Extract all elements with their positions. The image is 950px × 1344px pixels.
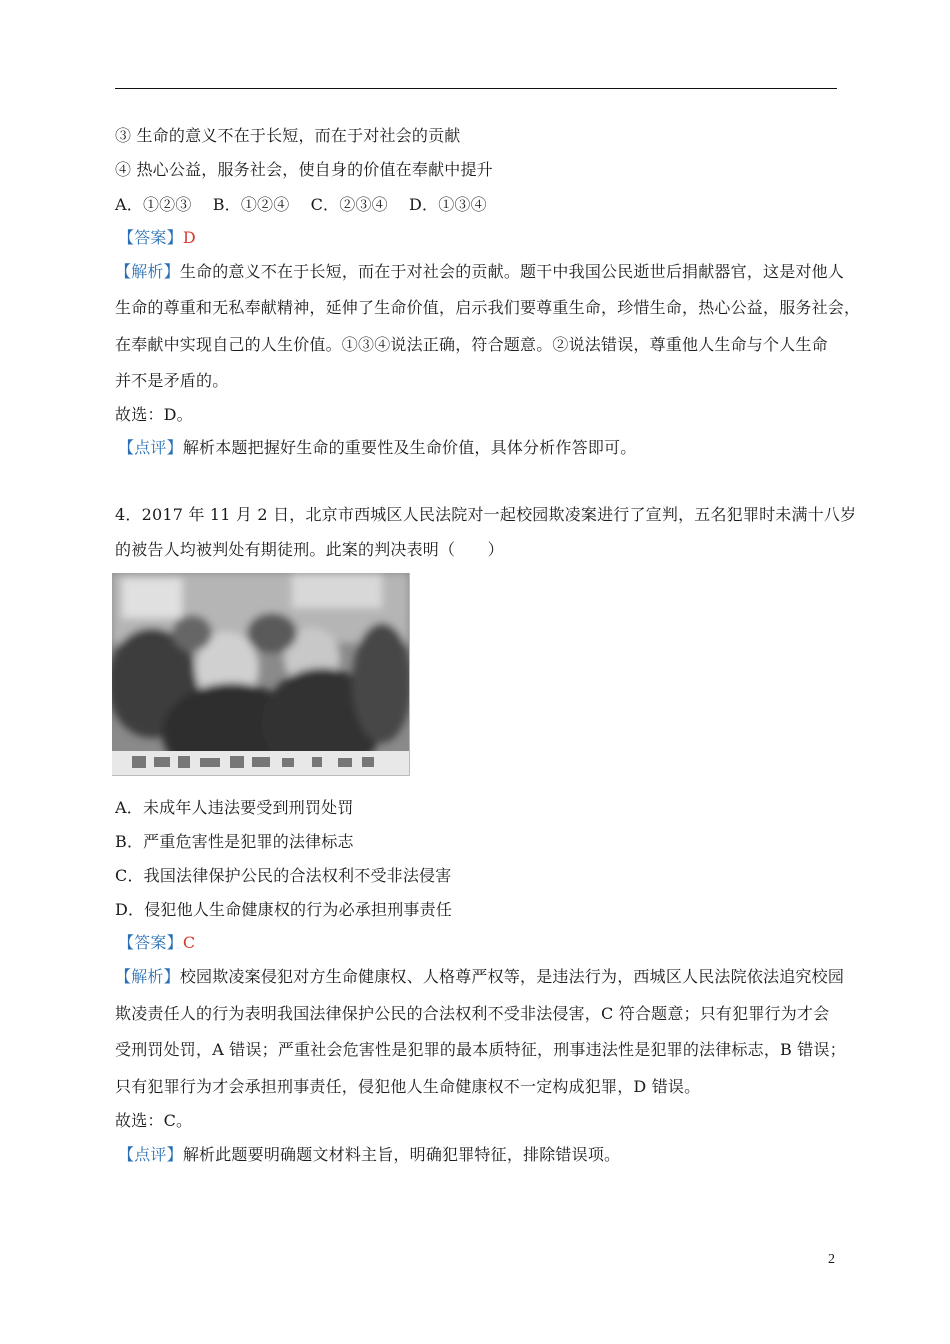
- q3-option-3: ③ 生命的意义不在于长短，而在于对社会的贡献: [115, 126, 461, 145]
- comment-tag: 【点评】: [118, 438, 183, 457]
- q3-comment: 【点评】解析本题把握好生命的重要性及生命价值，具体分析作答即可。: [118, 438, 637, 457]
- q3-analysis-line-3: 在奉献中实现自己的人生价值。①③④说法正确，符合题意。②说法错误，尊重他人生命与个人生命: [115, 335, 828, 354]
- q3-choices: A．①②③ B．①②④ C．②③④ D．①③④: [115, 195, 487, 214]
- q3-choose: 故选：D。: [115, 405, 193, 424]
- q4-option-a: A．未成年人违法要受到刑罚处罚: [115, 798, 354, 817]
- page-number: 2: [828, 1252, 835, 1267]
- q4-option-c: C．我国法律保护公民的合法权利不受非法侵害: [115, 866, 452, 885]
- q4-analysis-line-4: 只有犯罪行为才会承担刑事责任，侵犯他人生命健康权不一定构成犯罪，D 错误。: [115, 1077, 701, 1096]
- header-rule: [115, 88, 837, 89]
- q4-option-d: D．侵犯他人生命健康权的行为必承担刑事责任: [115, 900, 453, 919]
- answer-value: C: [182, 933, 196, 952]
- q4-stem-line-1: 4．2017 年 11 月 2 日，北京市西城区人民法院对一起校园欺凌案进行了宣判，五名犯罪时未满十八岁: [115, 505, 857, 524]
- q4-option-b: B．严重危害性是犯罪的法律标志: [115, 832, 354, 851]
- q4-analysis-line-2: 欺凌责任人的行为表明我国法律保护公民的合法权利不受非法侵害，C 符合题意；只有犯罪行为才会: [115, 1004, 830, 1023]
- q4-analysis-line-1: 【解析】校园欺凌案侵犯对方生命健康权、人格尊严权等，是违法行为，西城区人民法院依法追究校园: [115, 967, 845, 986]
- q3-option-4: ④ 热心公益，服务社会，使自身的价值在奉献中提升: [115, 160, 493, 179]
- comment-tag: 【点评】: [118, 1145, 183, 1164]
- analysis-tag: 【解析】: [115, 262, 180, 281]
- q3-answer: [118, 228, 196, 248]
- analysis-tag: 【解析】: [115, 967, 180, 986]
- q4-stem-line-2: 的被告人均被判处有期徒刑。此案的判决表明（ ）: [115, 540, 504, 559]
- q4-answer: [118, 933, 195, 953]
- answer-tag: 【答案】: [118, 933, 183, 952]
- q3-analysis-line-4: 并不是矛盾的。: [115, 371, 229, 390]
- answer-tag: 【答案】: [118, 228, 183, 247]
- q4-comment: 【点评】解析此题要明确题文材料主旨，明确犯罪特征，排除错误项。: [118, 1145, 621, 1164]
- q3-analysis-line-1: 【解析】生命的意义不在于长短，而在于对社会的贡献。题干中我国公民逝世后捐献器官，这是对他人: [115, 262, 845, 281]
- q4-choose: 故选：C。: [115, 1111, 193, 1130]
- courtroom-photo: [112, 573, 410, 776]
- q3-analysis-line-2: 生命的尊重和无私奉献精神，延伸了生命价值，启示我们要尊重生命，珍惜生命，热心公益，服务社会，: [115, 298, 861, 317]
- answer-value: D: [182, 228, 196, 247]
- q4-analysis-line-3: 受刑罚处罚，A 错误；严重社会危害性是犯罪的最本质特征，刑事违法性是犯罪的法律标志，B 错误；: [115, 1040, 846, 1059]
